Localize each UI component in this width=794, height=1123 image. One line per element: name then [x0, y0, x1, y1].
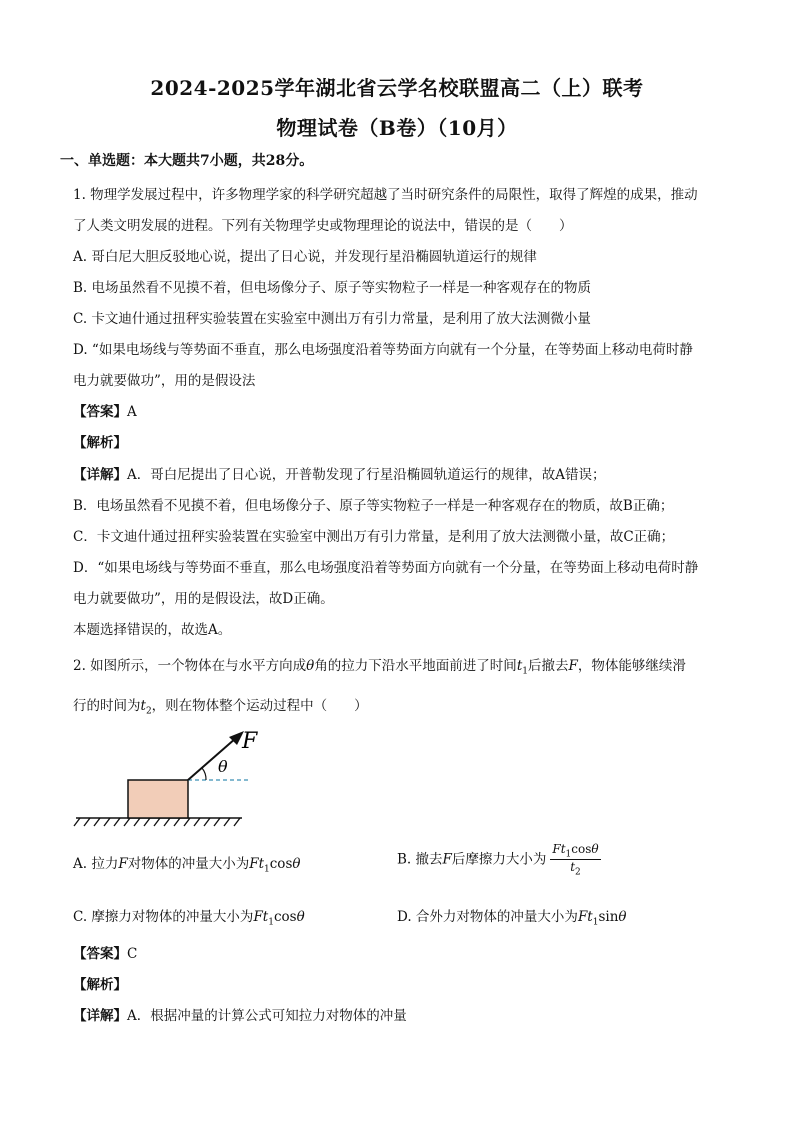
theta-symbol: θ	[292, 856, 301, 872]
q1-analysis-label: 【解析】	[73, 435, 127, 451]
detail-a-text: A．哥白尼提出了日心说，开普勒发现了行星沿椭圆轨道运行的规律，故A错误；	[127, 467, 606, 483]
t1-symbol: t	[516, 658, 523, 674]
option-b-text: 后摩擦力大小为	[451, 851, 547, 868]
expr-trig: cos	[273, 909, 297, 925]
expr-trig: cos	[571, 842, 592, 856]
section-heading: 一、单选题：本大题共7小题，共28分。	[60, 153, 314, 169]
expr-subscript: 1	[592, 917, 599, 928]
t2-subscript: 2	[145, 706, 152, 717]
t2-symbol: t	[140, 698, 146, 714]
t1-subscript: 1	[522, 666, 528, 677]
q2-stem-text: 2. 如图所示，一个物体在与水平方向成	[73, 658, 307, 674]
expr: Ft	[552, 842, 566, 856]
theta-symbol: θ	[618, 909, 627, 925]
q1-conclusion: 本题选择错误的，故选A。	[73, 622, 232, 638]
q1-answer	[73, 400, 137, 420]
expr: t	[570, 860, 576, 875]
force-symbol: F	[442, 851, 452, 868]
q2-option-d	[397, 905, 627, 928]
q2-stem-text: 角的拉力下沿水平地面前进了时间	[314, 658, 517, 674]
force-label: F	[242, 729, 258, 754]
q1-stem-line2: 了人类文明发展的进程。下列有关物理学史或物理理论的说法中，错误的是（ ）	[73, 218, 573, 234]
q2-stem-line2	[73, 694, 368, 717]
detail-label: 【详解】	[73, 467, 127, 483]
ground-hatch	[74, 818, 240, 826]
theta-symbol: θ	[591, 842, 599, 856]
option-c-text: C. 摩擦力对物体的冲量大小为	[73, 909, 254, 925]
expr-subscript: 1	[565, 849, 572, 860]
answer-value: C	[127, 946, 138, 962]
q2-stem-text: ，物体能够继续滑	[577, 658, 686, 674]
q1-option-a: A. 哥白尼大胆反驳地心说，提出了日心说，并发现行星沿椭圆轨道运行的规律	[73, 249, 537, 265]
theta-symbol: θ	[306, 658, 315, 674]
q1-option-d-line1: D. “如果电场线与等势面不垂直，那么电场强度沿着等势面方向就有一个分量，在等势面上移动电荷时静	[73, 342, 693, 358]
answer-value: A	[127, 404, 137, 420]
q2-figure	[70, 722, 258, 832]
fraction	[550, 842, 600, 878]
force-arrow-shaft	[188, 738, 236, 780]
option-b-text: B. 撤去	[397, 851, 443, 868]
exam-subtitle: 物理试卷（B卷）（10月）	[276, 116, 518, 140]
force-symbol: F	[568, 658, 578, 674]
force-symbol: F	[118, 856, 128, 872]
angle-label: θ	[218, 757, 228, 776]
expr-trig: cos	[269, 856, 293, 872]
expr: Ft	[577, 909, 593, 925]
q2-analysis-label: 【解析】	[73, 977, 127, 993]
block	[128, 780, 188, 818]
q1-option-c: C. 卡文迪什通过扭秤实验装置在实验室中测出万有引力常量，是利用了放大法测微小量	[73, 311, 591, 327]
expr: Ft	[249, 856, 265, 872]
q1-detail-d-line2: 电力就要做功”，用的是假设法，故D正确。	[73, 591, 334, 607]
q1-detail-d-line1: D．“如果电场线与等势面不垂直，那么电场强度沿着等势面方向就有一个分量，在等势面上移动电荷时静	[73, 560, 699, 576]
q2-stem-text: ，则在物体整个运动过程中（ ）	[151, 698, 368, 714]
option-d-text: D. 合外力对物体的冲量大小为	[397, 909, 578, 925]
angle-arc	[202, 768, 206, 780]
answer-label: 【答案】	[73, 946, 127, 962]
q1-option-b: B. 电场虽然看不见摸不着，但电场像分子、原子等实物粒子一样是一种客观存在的物质	[73, 280, 592, 296]
expr-subscript: 2	[575, 867, 581, 878]
q2-stem-text: 后撤去	[527, 658, 569, 674]
q2-option-c	[73, 905, 305, 928]
option-a-text: A. 拉力	[73, 856, 119, 872]
q1-option-d-line2: 电力就要做功”，用的是假设法	[73, 373, 256, 389]
expr-trig: sin	[598, 909, 619, 925]
q2-option-a	[73, 852, 301, 875]
q2-stem-line1	[73, 654, 686, 677]
expr-subscript: 1	[264, 864, 270, 875]
q2-option-b	[397, 842, 601, 878]
answer-label: 【答案】	[73, 404, 127, 420]
q1-detail-a	[73, 463, 606, 483]
q1-detail-c: C．卡文迪什通过扭秤实验装置在实验室中测出万有引力常量，是利用了放大法测微小量，故C正确；	[73, 529, 675, 545]
q1-detail-b: B．电场虽然看不见摸不着，但电场像分子、原子等实物粒子一样是一种客观存在的物质，故B正确；	[73, 498, 674, 514]
expr: Ft	[253, 909, 269, 925]
q2-detail-a	[73, 1004, 407, 1024]
q2-answer	[73, 942, 137, 962]
option-a-text: 对物体的冲量大小为	[127, 856, 250, 872]
fraction-numerator	[550, 842, 600, 860]
detail-a-text: A．根据冲量的计算公式可知拉力对物体的冲量	[127, 1008, 407, 1024]
fraction-denominator	[550, 860, 600, 877]
expr-subscript: 1	[268, 917, 274, 928]
theta-symbol: θ	[296, 909, 305, 925]
q2-stem-text: 行的时间为	[73, 698, 141, 714]
exam-title: 2024-2025学年湖北省云学名校联盟高二（上）联考	[150, 76, 644, 100]
detail-label: 【详解】	[73, 1008, 127, 1024]
q1-stem-line1: 1. 物理学发展过程中，许多物理学家的科学研究超越了当时研究条件的局限性，取得了辉煌的成果，推动	[73, 187, 698, 203]
